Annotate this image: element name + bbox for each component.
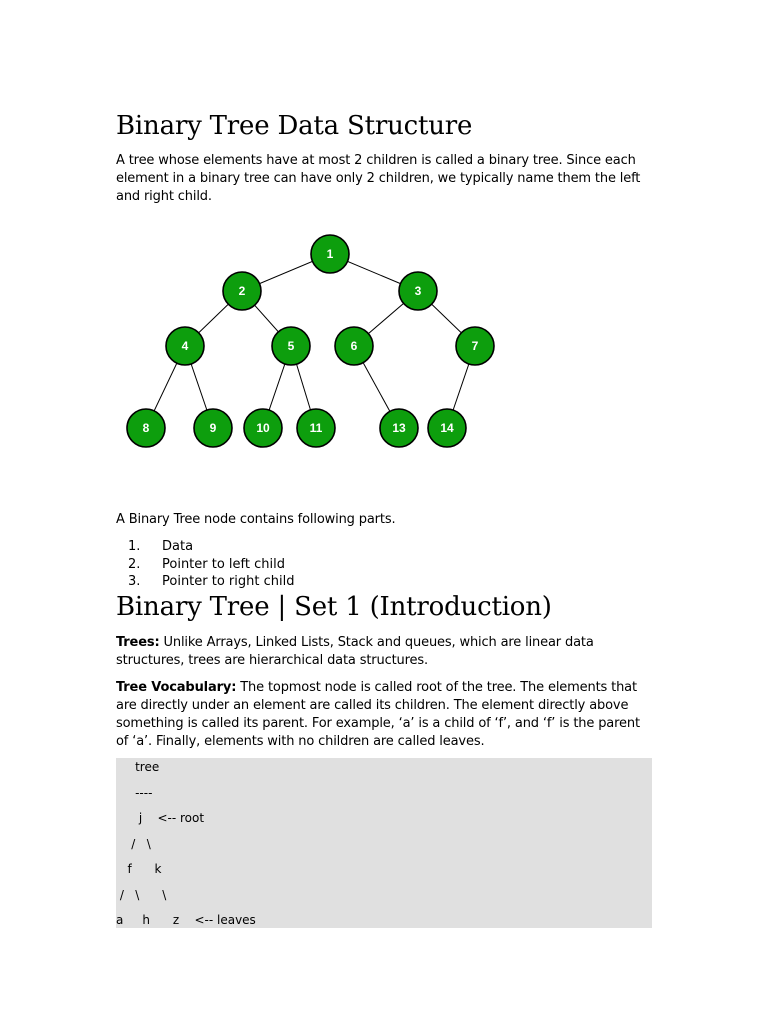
vocabulary-paragraph	[116, 679, 656, 751]
tree-node-label: 2	[238, 284, 246, 298]
tree-node-label: 13	[392, 421, 406, 435]
list-item-number: 3.	[128, 574, 141, 589]
tree-node	[456, 327, 494, 365]
tree-node	[223, 272, 261, 310]
tree-node	[166, 327, 204, 365]
tree-node-label: 14	[440, 421, 454, 435]
tree-node	[272, 327, 310, 365]
trees-text: Unlike Arrays, Linked Lists, Stack and queues, which are linear data structures, trees are hierarchical data structures.	[116, 635, 594, 668]
tree-node-label: 7	[471, 339, 479, 353]
tree-node-label: 10	[256, 421, 270, 435]
tree-node	[297, 409, 335, 447]
section-title-binary-tree-data-structure: Binary Tree Data Structure	[116, 111, 473, 141]
tree-node-label: 9	[209, 421, 217, 435]
tree-node-label: 11	[309, 421, 323, 435]
code-line: j <-- root	[116, 811, 205, 825]
code-line: tree	[116, 760, 160, 774]
code-line: / \ \	[116, 887, 167, 902]
tree-nodes	[127, 235, 494, 447]
tree-node-label: 3	[414, 284, 422, 298]
tree-node-label: 8	[142, 421, 150, 435]
section-title-binary-tree-set-1: Binary Tree | Set 1 (Introduction)	[116, 592, 552, 622]
tree-node-label: 5	[287, 339, 295, 353]
tree-node-label: 4	[181, 339, 189, 353]
code-line: f k	[116, 862, 162, 876]
list-item-text: Data	[162, 539, 194, 554]
trees-paragraph	[116, 634, 656, 670]
code-line: ----	[116, 785, 153, 800]
tree-node	[311, 235, 349, 273]
list-item-text: Pointer to left child	[162, 556, 285, 572]
tree-node	[399, 272, 437, 310]
list-item-number: 2.	[128, 556, 141, 572]
binary-tree-diagram	[0, 0, 768, 470]
tree-node	[335, 327, 373, 365]
node-parts-intro: A Binary Tree node contains following parts.	[116, 512, 396, 527]
tree-node	[428, 409, 466, 447]
tree-node	[127, 409, 165, 447]
vocabulary-label: Tree Vocabulary:	[116, 680, 237, 695]
tree-node	[194, 409, 232, 447]
vocabulary-text: The topmost node is called root of the tree. The elements that are directly under an element are called its children. The element directly above something is called its parent. For example, ‘a’ is a child of ‘f’, and ‘f’ is the parent of ‘a’. Finally, elements with no children are called leaves.	[116, 680, 640, 749]
tree-node	[244, 409, 282, 447]
intro-paragraph: A tree whose elements have at most 2 children is called a binary tree. Since each element in a binary tree can have only 2 children, we typically name them the left and right child.	[116, 153, 641, 204]
code-line: / \	[116, 836, 151, 851]
list-item-text: Pointer to right child	[162, 574, 295, 589]
code-line: a h z <-- leaves	[116, 913, 256, 927]
tree-node-label: 6	[350, 339, 358, 353]
tree-node-label: 1	[326, 247, 334, 261]
trees-label: Trees:	[116, 635, 160, 650]
list-item-number: 1.	[128, 539, 141, 554]
tree-code-block	[116, 758, 652, 928]
tree-node	[380, 409, 418, 447]
